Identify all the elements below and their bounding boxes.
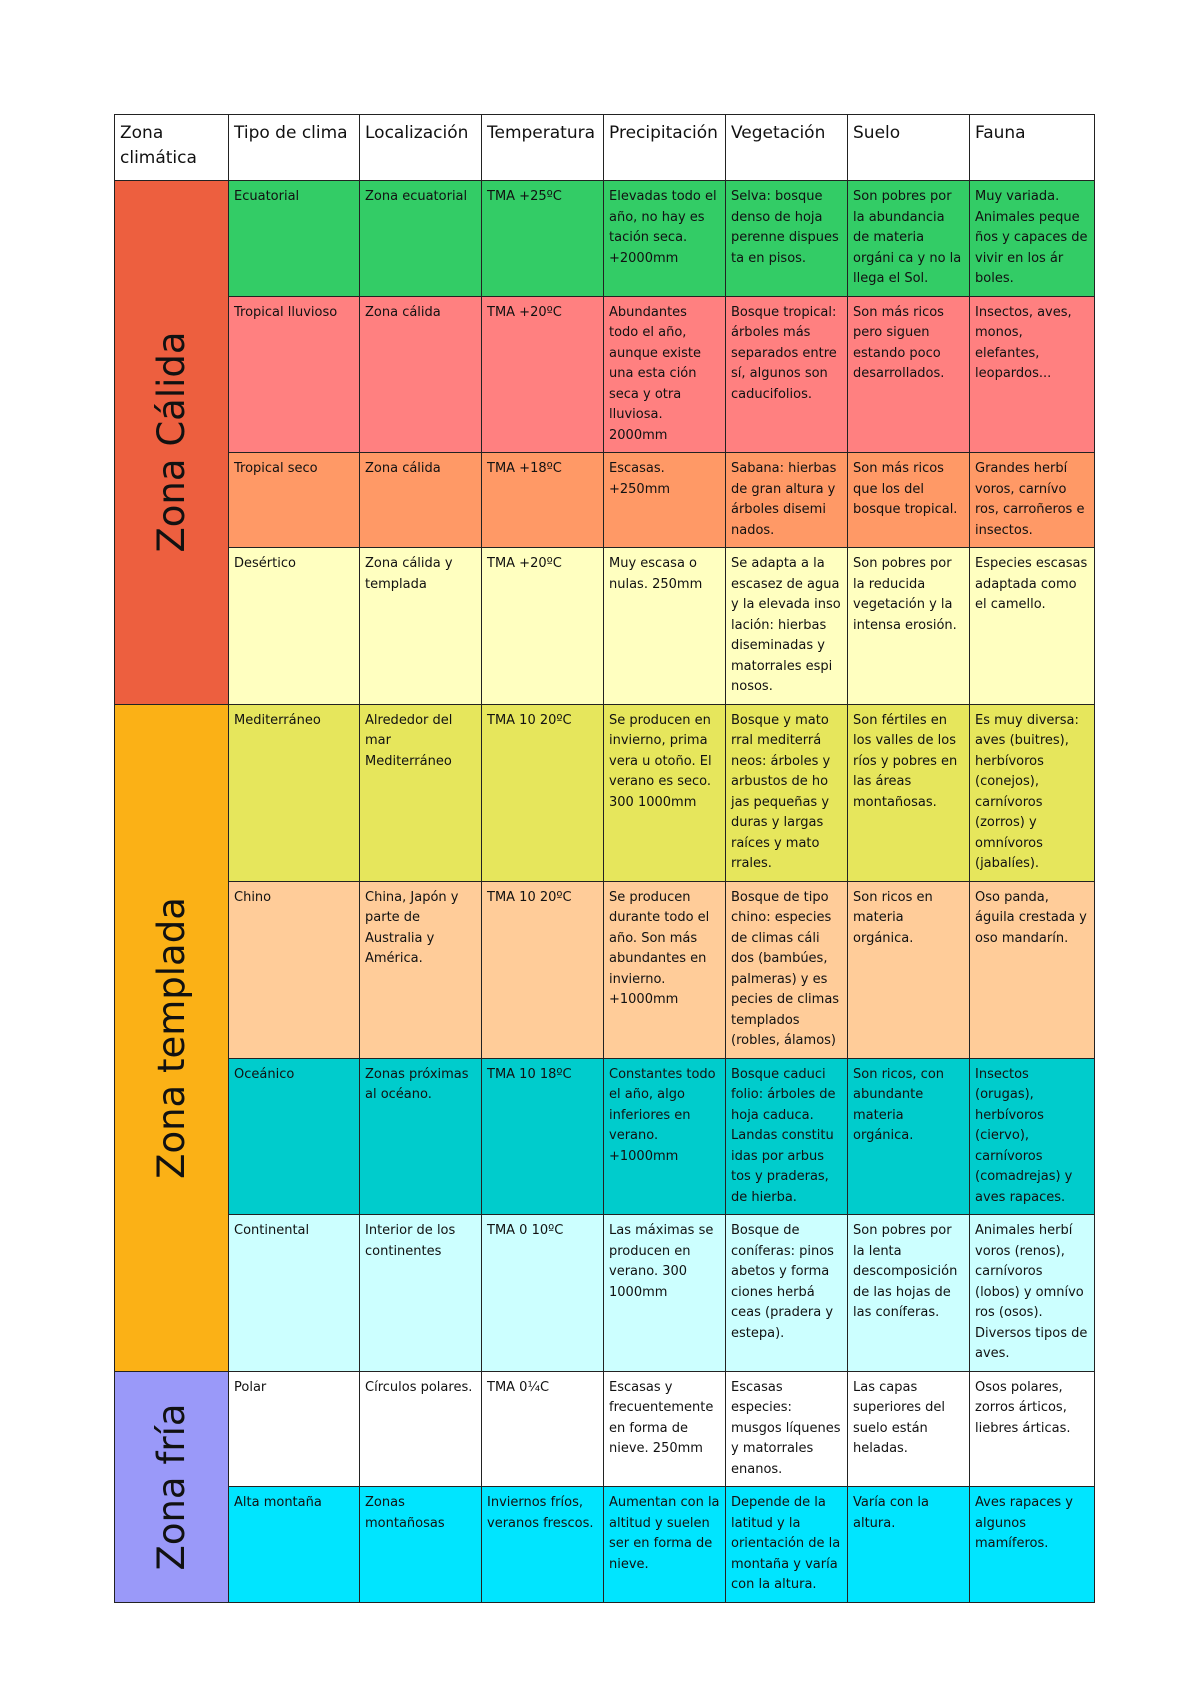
table-cell: Zona cálida <box>360 296 482 453</box>
header-precipitacion: Precipitación <box>604 115 726 181</box>
table-cell: Constantes todo el año, algo inferiores en verano. +1000mm <box>604 1058 726 1215</box>
table-cell: Bosque de coníferas: pinos abetos y forma ciones herbá ceas (pradera y estepa). <box>726 1215 848 1372</box>
table-cell: TMA 0¼C <box>482 1371 604 1487</box>
table-cell: TMA 10 20ºC <box>482 881 604 1058</box>
table-cell: TMA +20ºC <box>482 548 604 705</box>
header-suelo: Suelo <box>848 115 970 181</box>
table-cell: Selva: bosque denso de hoja perenne dispues ta en pisos. <box>726 181 848 297</box>
table-cell: Mediterráneo <box>229 704 360 881</box>
table-cell: Bosque caduci folio: árboles de hoja caduca. Landas constitu idas por arbus tos y praderas, de hierba. <box>726 1058 848 1215</box>
table-cell: Es muy diversa: aves (buitres), herbívoros (conejos), carnívoros (zorros) y omnívoros (jabalíes). <box>970 704 1095 881</box>
table-cell: Muy variada. Animales peque ños y capaces de vivir en los ár boles. <box>970 181 1095 297</box>
table-row <box>115 704 1095 881</box>
header-tipo: Tipo de clima <box>229 115 360 181</box>
header-localizacion: Localización <box>360 115 482 181</box>
table-cell: Abundantes todo el año, aunque existe una esta ción seca y otra lluviosa. 2000mm <box>604 296 726 453</box>
table-cell: TMA 10 18ºC <box>482 1058 604 1215</box>
table-cell: Animales herbí voros (renos), carnívoros (lobos) y omnívo ros (osos). Diversos tipos de aves. <box>970 1215 1095 1372</box>
table-cell: Las máximas se producen en verano. 300 1000mm <box>604 1215 726 1372</box>
zone-label: Zona Cálida <box>149 331 193 553</box>
table-cell: Se adapta a la escasez de agua y la elevada inso lación: hierbas diseminadas y matorrales espi nosos. <box>726 548 848 705</box>
table-cell: Continental <box>229 1215 360 1372</box>
table-cell: Escasas especies: musgos líquenes y matorrales enanos. <box>726 1371 848 1487</box>
table-cell: Insectos, aves, monos, elefantes, leopardos... <box>970 296 1095 453</box>
table-cell: China, Japón y parte de Australia y América. <box>360 881 482 1058</box>
header-temperatura: Temperatura <box>482 115 604 181</box>
table-cell: Círculos polares. <box>360 1371 482 1487</box>
table-cell: Muy escasa o nulas. 250mm <box>604 548 726 705</box>
table-cell: Osos polares, zorros árticos, liebres árticas. <box>970 1371 1095 1487</box>
table-cell: Tropical lluvioso <box>229 296 360 453</box>
table-cell: Zona cálida <box>360 453 482 548</box>
table-cell: Escasas. +250mm <box>604 453 726 548</box>
table-cell: Ecuatorial <box>229 181 360 297</box>
table-cell: Aumentan con la altitud y suelen ser en forma de nieve. <box>604 1487 726 1603</box>
table-cell: Insectos (orugas), herbívoros (ciervo), carnívoros (comadrejas) y aves rapaces. <box>970 1058 1095 1215</box>
table-row <box>115 1058 1095 1215</box>
table-cell: Son más ricos que los del bosque tropical. <box>848 453 970 548</box>
table-cell: Aves rapaces y algunos mamíferos. <box>970 1487 1095 1603</box>
table-cell: Zona cálida y templada <box>360 548 482 705</box>
table-cell: Zonas montañosas <box>360 1487 482 1603</box>
table-cell: Oceánico <box>229 1058 360 1215</box>
header-row <box>115 115 1095 181</box>
table-cell: Son pobres por la abundancia de materia orgáni ca y no la llega el Sol. <box>848 181 970 297</box>
zone-label: Zona templada <box>149 896 193 1179</box>
table-cell: Sabana: hierbas de gran altura y árboles disemi nados. <box>726 453 848 548</box>
table-cell: Zonas próximas al océano. <box>360 1058 482 1215</box>
table-cell: Grandes herbí voros, carnívo ros, carroñeros e insectos. <box>970 453 1095 548</box>
table-cell: Son pobres por la reducida vegetación y la intensa erosión. <box>848 548 970 705</box>
table-cell: Inviernos fríos, veranos frescos. <box>482 1487 604 1603</box>
table-cell: Polar <box>229 1371 360 1487</box>
table-cell: Interior de los continentes <box>360 1215 482 1372</box>
header-vegetacion: Vegetación <box>726 115 848 181</box>
table-cell: TMA +20ºC <box>482 296 604 453</box>
table-cell: Tropical seco <box>229 453 360 548</box>
zone-label: Zona fría <box>149 1402 193 1571</box>
table-cell: Son fértiles en los valles de los ríos y pobres en las áreas montañosas. <box>848 704 970 881</box>
table-row <box>115 1371 1095 1487</box>
table-cell: Alta montaña <box>229 1487 360 1603</box>
table-cell: TMA 10 20ºC <box>482 704 604 881</box>
table-row <box>115 453 1095 548</box>
table-cell: Las capas superiores del suelo están heladas. <box>848 1371 970 1487</box>
table-cell: Bosque tropical: árboles más separados entre sí, algunos son caducifolios. <box>726 296 848 453</box>
table-row <box>115 881 1095 1058</box>
table-cell: TMA +25ºC <box>482 181 604 297</box>
table-cell: Oso panda, águila crestada y oso mandarín. <box>970 881 1095 1058</box>
table-cell: Depende de la latitud y la orientación de la montaña y varía con la altura. <box>726 1487 848 1603</box>
zone-cell <box>115 1371 229 1602</box>
zone-cell <box>115 704 229 1371</box>
table-cell: Se producen durante todo el año. Son más abundantes en invierno. +1000mm <box>604 881 726 1058</box>
zone-cell <box>115 181 229 705</box>
table-row <box>115 1487 1095 1603</box>
header-fauna: Fauna <box>970 115 1095 181</box>
table-cell: Varía con la altura. <box>848 1487 970 1603</box>
table-cell: Son pobres por la lenta descomposición de las hojas de las coníferas. <box>848 1215 970 1372</box>
table-cell: Especies escasas adaptada como el camello. <box>970 548 1095 705</box>
table-cell: Zona ecuatorial <box>360 181 482 297</box>
table-cell: Alrededor del mar Mediterráneo <box>360 704 482 881</box>
climate-table <box>114 114 1095 1603</box>
table-cell: TMA 0 10ºC <box>482 1215 604 1372</box>
table-row <box>115 296 1095 453</box>
table-cell: Bosque y mato rral mediterrá neos: árboles y arbustos de ho jas pequeñas y duras y largas raíces y mato rrales. <box>726 704 848 881</box>
table-row <box>115 548 1095 705</box>
header-zona: Zona climática <box>115 115 229 181</box>
table-cell: Son más ricos pero siguen estando poco desarrollados. <box>848 296 970 453</box>
table-row <box>115 1215 1095 1372</box>
table-cell: Chino <box>229 881 360 1058</box>
table-cell: Se producen en invierno, prima vera u otoño. El verano es seco. 300 1000mm <box>604 704 726 881</box>
table-cell: Elevadas todo el año, no hay es tación seca. +2000mm <box>604 181 726 297</box>
table-cell: Desértico <box>229 548 360 705</box>
table-cell: TMA +18ºC <box>482 453 604 548</box>
table-row <box>115 181 1095 297</box>
table-cell: Son ricos en materia orgánica. <box>848 881 970 1058</box>
table-cell: Escasas y frecuentemente en forma de nieve. 250mm <box>604 1371 726 1487</box>
table-cell: Son ricos, con abundante materia orgánica. <box>848 1058 970 1215</box>
table-cell: Bosque de tipo chino: especies de climas cáli dos (bambúes, palmeras) y es pecies de climas templados (robles, álamos) <box>726 881 848 1058</box>
